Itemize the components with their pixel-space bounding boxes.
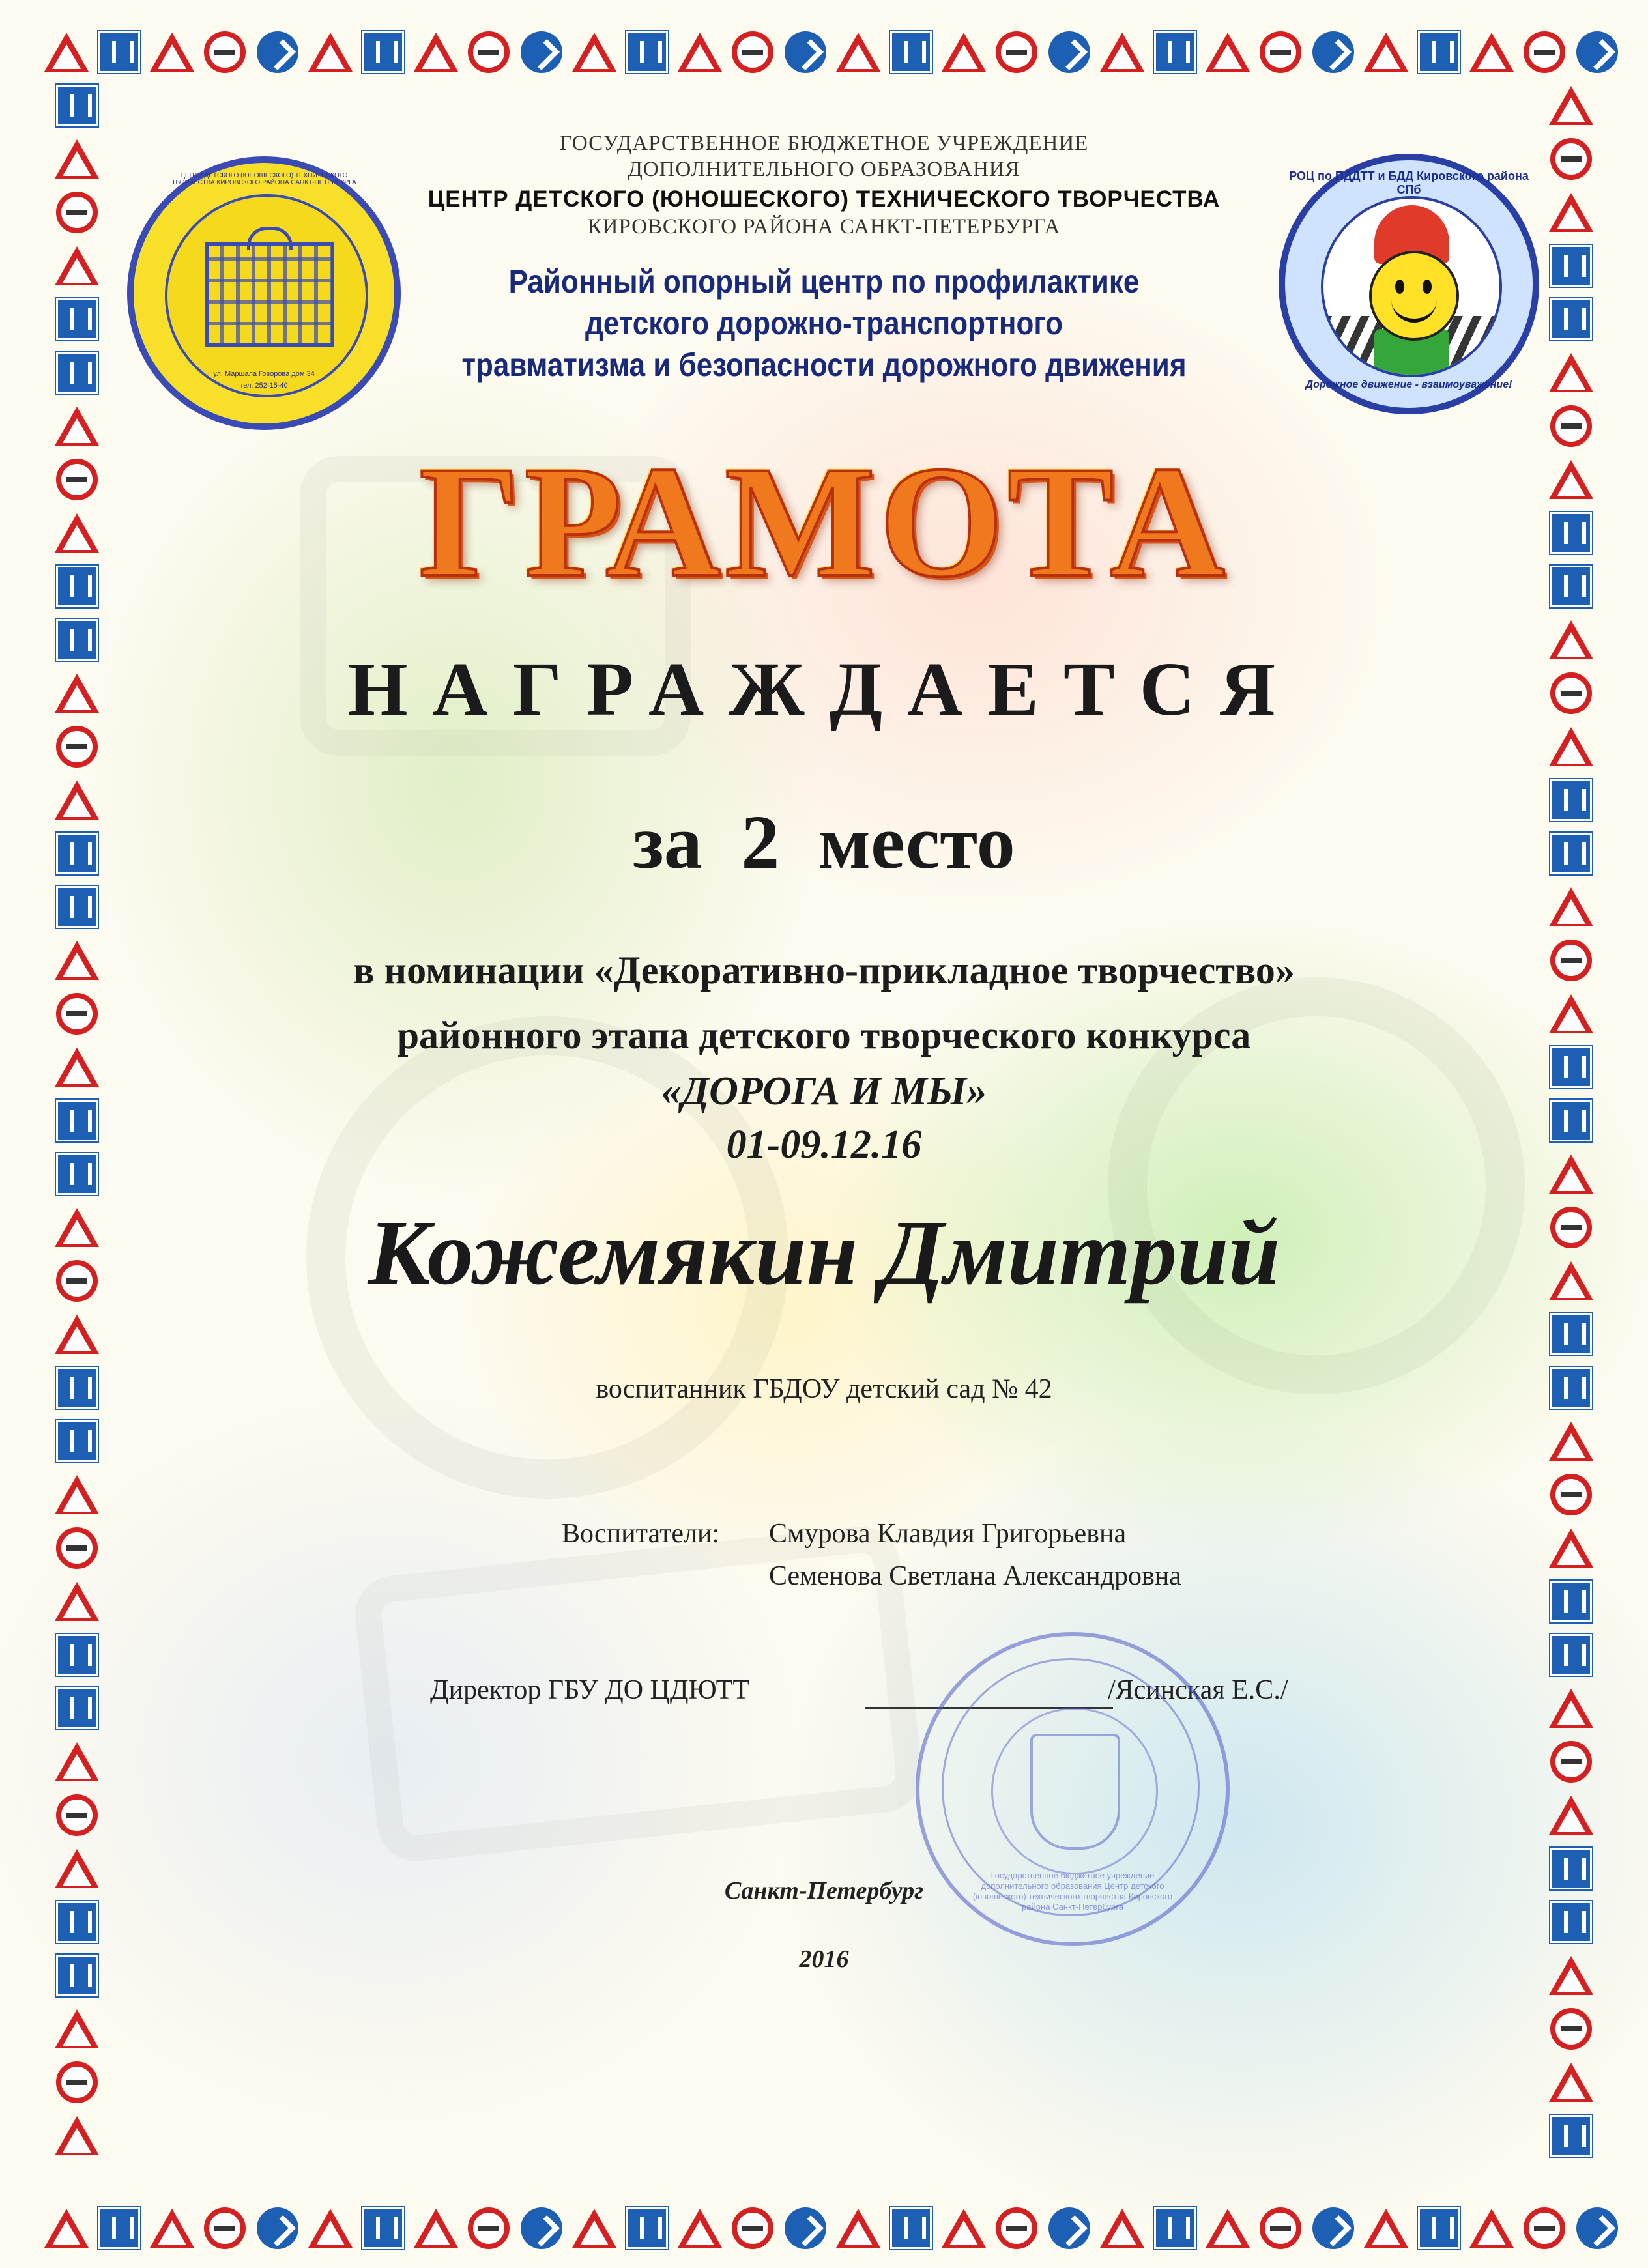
warning-triangle-sign bbox=[56, 1474, 98, 1515]
winner-name: Кожемякин Дмитрий bbox=[368, 1201, 1280, 1304]
warning-triangle-icon bbox=[1549, 1689, 1593, 1728]
information-blue-sign bbox=[890, 31, 932, 73]
warning-triangle-icon bbox=[1469, 33, 1514, 72]
road-safety-center-name bbox=[99, 261, 1550, 386]
warning-triangle-sign bbox=[46, 31, 87, 73]
warning-triangle-icon bbox=[55, 1315, 99, 1354]
information-blue-sign bbox=[56, 1687, 98, 1729]
warning-triangle-sign bbox=[415, 31, 457, 73]
warning-triangle-icon bbox=[308, 2209, 353, 2248]
warning-triangle-icon bbox=[55, 1582, 99, 1621]
warning-triangle-icon bbox=[414, 2209, 458, 2248]
mandatory-round-sign bbox=[257, 2207, 298, 2249]
mandatory-round-sign bbox=[521, 2207, 562, 2249]
warning-triangle-sign bbox=[573, 2207, 615, 2249]
prohibition-round-sign bbox=[732, 31, 773, 73]
director-position: Директор ГБУ ДО ЦДЮТТ bbox=[430, 1675, 749, 1705]
information-blue-sign bbox=[1418, 31, 1460, 73]
contest-name: «ДОРОГА И МЫ» bbox=[661, 1069, 987, 1113]
warning-triangle-sign bbox=[56, 1581, 98, 1622]
warning-triangle-sign bbox=[56, 1313, 98, 1355]
warning-triangle-icon bbox=[308, 33, 353, 72]
warning-triangle-icon bbox=[678, 33, 722, 72]
prohibition-round-sign bbox=[56, 1527, 98, 1569]
warning-triangle-icon bbox=[836, 2209, 880, 2248]
prohibition-round-sign bbox=[996, 31, 1037, 73]
warning-triangle-sign bbox=[837, 2207, 879, 2249]
prohibition-round-sign bbox=[1260, 31, 1301, 73]
warning-triangle-icon bbox=[1549, 1796, 1593, 1835]
warning-triangle-icon bbox=[414, 33, 458, 72]
organization-header bbox=[0, 130, 1648, 182]
warning-triangle-sign bbox=[1550, 1687, 1592, 1729]
warning-triangle-icon bbox=[942, 2209, 986, 2248]
warning-triangle-sign bbox=[56, 245, 98, 287]
prohibition-round-sign bbox=[1260, 2207, 1301, 2249]
center-line-1: Районный опорный центр по профилактике bbox=[508, 263, 1140, 300]
information-blue-sign bbox=[1550, 2115, 1592, 2157]
information-blue-sign bbox=[56, 85, 98, 126]
warning-triangle-icon bbox=[678, 2209, 722, 2248]
warning-triangle-sign bbox=[310, 31, 351, 73]
org-line-4: КИРОВСКОГО РАЙОНА САНКТ-ПЕТЕРБУРГА bbox=[587, 215, 1061, 238]
warning-triangle-icon bbox=[942, 33, 986, 72]
warning-triangle-icon bbox=[1364, 2209, 1408, 2248]
warning-triangle-sign bbox=[1101, 31, 1143, 73]
information-blue-sign bbox=[626, 31, 668, 73]
warning-triangle-sign bbox=[1550, 352, 1592, 394]
warning-triangle-sign bbox=[1207, 31, 1249, 73]
teachers-label: Воспитатели: bbox=[562, 1519, 720, 1549]
warning-triangle-sign bbox=[56, 1741, 98, 1783]
org-line-1: ГОСУДАРСТВЕННОЕ БЮДЖЕТНОЕ УЧРЕЖДЕНИЕ bbox=[559, 132, 1089, 155]
contest-dates: 01-09.12.16 bbox=[726, 1123, 922, 1167]
mandatory-round-sign bbox=[1048, 2207, 1090, 2249]
warning-triangle-icon bbox=[1549, 887, 1593, 926]
information-blue-sign bbox=[56, 886, 98, 928]
warning-triangle-sign bbox=[837, 31, 879, 73]
information-blue-sign bbox=[1154, 2207, 1196, 2249]
information-blue-sign bbox=[1550, 245, 1592, 287]
warning-triangle-sign bbox=[151, 2207, 193, 2249]
center-line-2: детского дорожно-транспортного bbox=[585, 305, 1063, 341]
mandatory-round-sign bbox=[1312, 31, 1354, 73]
information-blue-sign bbox=[56, 1634, 98, 1676]
warning-triangle-icon bbox=[44, 33, 89, 72]
traffic-sign-border-top bbox=[0, 13, 1648, 91]
warning-triangle-sign bbox=[1550, 1527, 1592, 1569]
pupil-of-text: воспитанник ГБДОУ детский сад № 42 bbox=[596, 1374, 1052, 1404]
warning-triangle-icon bbox=[150, 33, 194, 72]
prohibition-round-sign bbox=[468, 31, 510, 73]
prohibition-round-sign bbox=[996, 2207, 1037, 2249]
warning-triangle-sign bbox=[1365, 31, 1407, 73]
stamp-coat-of-arms-icon bbox=[1030, 1734, 1120, 1850]
warning-triangle-icon bbox=[572, 33, 616, 72]
director-name: /Ясинская Е.С./ bbox=[1108, 1675, 1288, 1705]
logo-address: ул. Маршала Говорова дом 34 bbox=[213, 370, 315, 378]
warning-triangle-icon bbox=[55, 2116, 99, 2155]
prohibition-round-sign bbox=[1550, 1474, 1592, 1515]
information-blue-sign bbox=[1550, 1581, 1592, 1622]
warning-triangle-sign bbox=[1207, 2207, 1249, 2249]
warning-triangle-sign bbox=[1101, 2207, 1143, 2249]
org-line-3: ЦЕНТР ДЕТСКОГО (ЮНОШЕСКОГО) ТЕХНИЧЕСКОГО ТВОРЧЕСТВА bbox=[427, 186, 1221, 212]
warning-triangle-sign bbox=[151, 31, 193, 73]
information-blue-sign bbox=[626, 2207, 668, 2249]
stamp-text: Государственное бюджетное учреждение дополнительного образования Центр детского (юношеского) технического творчества Кировского района Санкт-Петербурга bbox=[972, 1871, 1173, 1912]
information-blue-sign bbox=[1550, 1634, 1592, 1676]
prohibition-round-sign bbox=[732, 2207, 773, 2249]
warning-triangle-icon bbox=[1100, 2209, 1144, 2248]
city-text: Санкт-Петербург bbox=[724, 1877, 924, 1904]
warning-triangle-icon bbox=[1549, 1529, 1593, 1568]
mandatory-round-sign bbox=[1312, 2207, 1354, 2249]
center-line-3: травматизма и безопасности дорожного движения bbox=[461, 347, 1187, 383]
information-blue-sign bbox=[1154, 31, 1196, 73]
warning-triangle-sign bbox=[1550, 85, 1592, 126]
prohibition-round-sign bbox=[1524, 2207, 1565, 2249]
certificate-title: ГРАМОТА bbox=[418, 433, 1230, 610]
mandatory-round-sign bbox=[1576, 31, 1618, 73]
information-blue-sign bbox=[56, 352, 98, 394]
warning-triangle-icon bbox=[1549, 2063, 1593, 2102]
warning-triangle-icon bbox=[1549, 1422, 1593, 1461]
warning-triangle-sign bbox=[943, 2207, 985, 2249]
mandatory-round-sign bbox=[1576, 2207, 1618, 2249]
warning-triangle-icon bbox=[572, 2209, 616, 2248]
information-blue-sign bbox=[56, 1901, 98, 1943]
information-blue-sign bbox=[890, 2207, 932, 2249]
prohibition-round-sign bbox=[56, 2061, 98, 2103]
prohibition-round-sign bbox=[1550, 1741, 1592, 1783]
warning-triangle-sign bbox=[943, 31, 985, 73]
information-blue-sign bbox=[56, 1420, 98, 1462]
prohibition-round-sign bbox=[204, 31, 246, 73]
warning-triangle-icon bbox=[1364, 33, 1408, 72]
warning-triangle-sign bbox=[573, 31, 615, 73]
prohibition-round-sign bbox=[1550, 2008, 1592, 2050]
warning-triangle-icon bbox=[1206, 2209, 1250, 2248]
warning-triangle-sign bbox=[56, 2008, 98, 2050]
warning-triangle-sign bbox=[1550, 1420, 1592, 1462]
information-blue-sign bbox=[98, 31, 140, 73]
information-blue-sign bbox=[1550, 1313, 1592, 1355]
information-blue-sign bbox=[1550, 1901, 1592, 1943]
warning-triangle-icon bbox=[1100, 33, 1144, 72]
roc-logo-ring-top: РОЦ по ПДДТТ и БДД Кировского района СПб bbox=[1289, 169, 1529, 196]
information-blue-sign bbox=[362, 2207, 404, 2249]
prohibition-round-sign bbox=[1524, 31, 1565, 73]
warning-triangle-sign bbox=[1550, 886, 1592, 928]
warning-triangle-icon bbox=[55, 1742, 99, 1781]
stage-text: районного этапа детского творческого конкурса bbox=[397, 1014, 1251, 1057]
prohibition-round-sign bbox=[204, 2207, 246, 2249]
prohibition-round-sign bbox=[56, 1794, 98, 1836]
teacher-name-1: Смурова Клавдия Григорьевна bbox=[769, 1519, 1127, 1549]
warning-triangle-sign bbox=[1365, 2207, 1407, 2249]
warning-triangle-icon bbox=[836, 33, 880, 72]
warning-triangle-sign bbox=[1550, 1794, 1592, 1836]
warning-triangle-icon bbox=[55, 2009, 99, 2048]
warning-triangle-sign bbox=[1550, 2061, 1592, 2103]
information-blue-sign bbox=[1550, 298, 1592, 340]
teacher-name-2: Семенова Светлана Александровна bbox=[769, 1561, 1181, 1591]
warning-triangle-icon bbox=[150, 2209, 194, 2248]
prohibition-round-sign bbox=[468, 2207, 510, 2249]
mandatory-round-sign bbox=[257, 31, 298, 73]
logo-ring-text: ЦЕНТР ДЕТСКОГО (ЮНОШЕСКОГО) ТЕХНИЧЕСКОГО ТВОРЧЕСТВА КИРОВСКОГО РАЙОНА САНКТ-ПЕТЕРБУРГА bbox=[171, 172, 356, 186]
warning-triangle-icon bbox=[1549, 86, 1593, 125]
nomination-text: в номинации «Декоративно-прикладное творчество» bbox=[353, 949, 1295, 992]
warning-triangle-sign bbox=[679, 31, 721, 73]
warning-triangle-sign bbox=[1471, 2207, 1512, 2249]
warning-triangle-icon bbox=[1469, 2209, 1514, 2248]
warning-triangle-sign bbox=[679, 2207, 721, 2249]
information-blue-sign bbox=[56, 298, 98, 340]
information-blue-sign bbox=[98, 2207, 140, 2249]
mandatory-round-sign bbox=[1048, 31, 1090, 73]
mandatory-round-sign bbox=[521, 31, 562, 73]
warning-triangle-icon bbox=[1206, 33, 1250, 72]
roc-logo-ring-bottom: Дорожное движение - взаимоуважение! bbox=[1305, 379, 1512, 390]
warning-triangle-icon bbox=[55, 246, 99, 285]
warning-triangle-sign bbox=[46, 2207, 87, 2249]
warning-triangle-sign bbox=[1471, 31, 1512, 73]
warning-triangle-sign bbox=[56, 2115, 98, 2157]
warning-triangle-icon bbox=[44, 2209, 89, 2248]
warning-triangle-icon bbox=[55, 1475, 99, 1514]
warning-triangle-icon bbox=[1549, 353, 1593, 392]
information-blue-sign bbox=[1418, 2207, 1460, 2249]
place-text: за 2 место bbox=[633, 799, 1015, 885]
warning-triangle-sign bbox=[415, 2207, 457, 2249]
warning-triangle-sign bbox=[310, 2207, 351, 2249]
traffic-sign-border-bottom bbox=[0, 2189, 1648, 2267]
logo-phone: тел. 252-15-40 bbox=[240, 382, 288, 390]
mandatory-round-sign bbox=[785, 2207, 826, 2249]
information-blue-sign bbox=[362, 31, 404, 73]
year-text: 2016 bbox=[799, 1945, 849, 1973]
org-line-2: ДОПОЛНИТЕЛЬНОГО ОБРАЗОВАНИЯ bbox=[628, 158, 1020, 181]
awarded-heading: НАГРАЖДАЕТСЯ bbox=[347, 646, 1301, 732]
mandatory-round-sign bbox=[785, 31, 826, 73]
